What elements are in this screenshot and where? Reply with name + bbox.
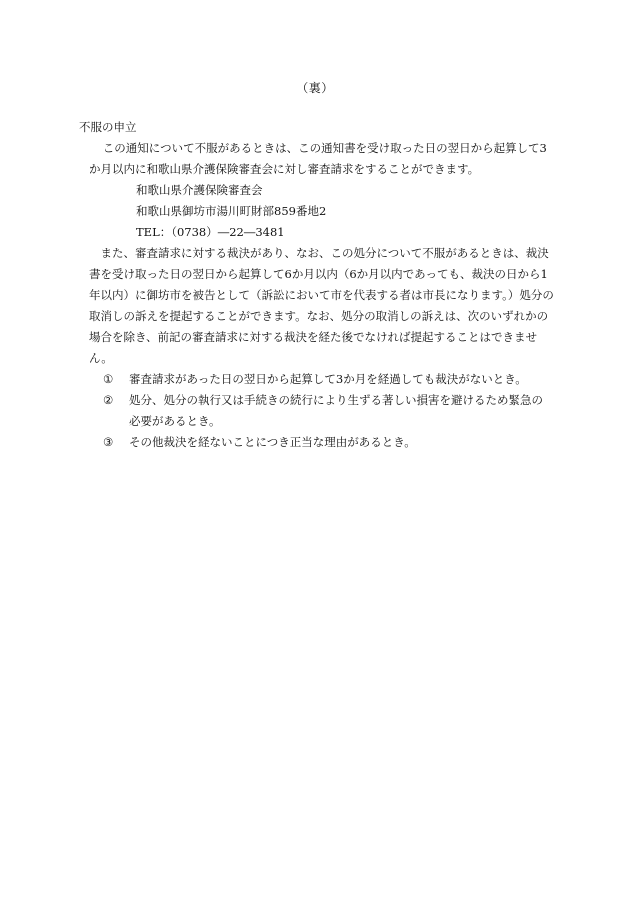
condition-text: その他裁決を経ないことにつき正当な理由があるとき。 — [129, 435, 416, 449]
intro-paragraph: この通知について不服があるときは、この通知書を受け取った日の翌日から起算して3か月以内に和歌山県介護保険審査会に対し審査請求をすることができます。 — [89, 141, 547, 176]
condition-text: 処分、処分の執行又は手続きの続行により生ずる著しい損害を避けるため緊急の必要があるとき。 — [129, 393, 543, 428]
address-tel: TEL：（0738）―22―3481 — [136, 225, 285, 239]
condition-text: 審査請求があった日の翌日から起算して3か月を経過しても裁決がないとき。 — [129, 372, 527, 386]
condition-item — [79, 369, 554, 390]
document-body — [79, 117, 554, 453]
address-block — [136, 180, 554, 243]
condition-item — [79, 432, 554, 453]
page-header: （裏） — [296, 81, 334, 95]
condition-item — [79, 390, 554, 432]
section-title: 不服の申立 — [79, 120, 137, 134]
condition-marker: ① — [103, 372, 114, 386]
address-name: 和歌山県介護保険審査会 — [136, 183, 263, 197]
condition-marker: ③ — [103, 435, 114, 449]
condition-marker: ② — [103, 393, 114, 407]
address-street: 和歌山県御坊市湯川町財部859番地2 — [136, 204, 327, 218]
second-paragraph: また、審査請求に対する裁決があり、なお、この処分について不服があるときは、裁決書を受け取った日の翌日から起算して6か月以内（6か月以内であっても、裁決の日から1年以内）に御坊市を被告として（訴訟において市を代表する者は市長になります。）処分の取消しの訴えを提起することができます。なお、処分の取消しの訴えは、次のいずれかの場合を除き、前記の審査請求に対する裁決を経た後でなければ提起することはできません。 — [89, 246, 554, 365]
conditions-list — [79, 369, 554, 453]
